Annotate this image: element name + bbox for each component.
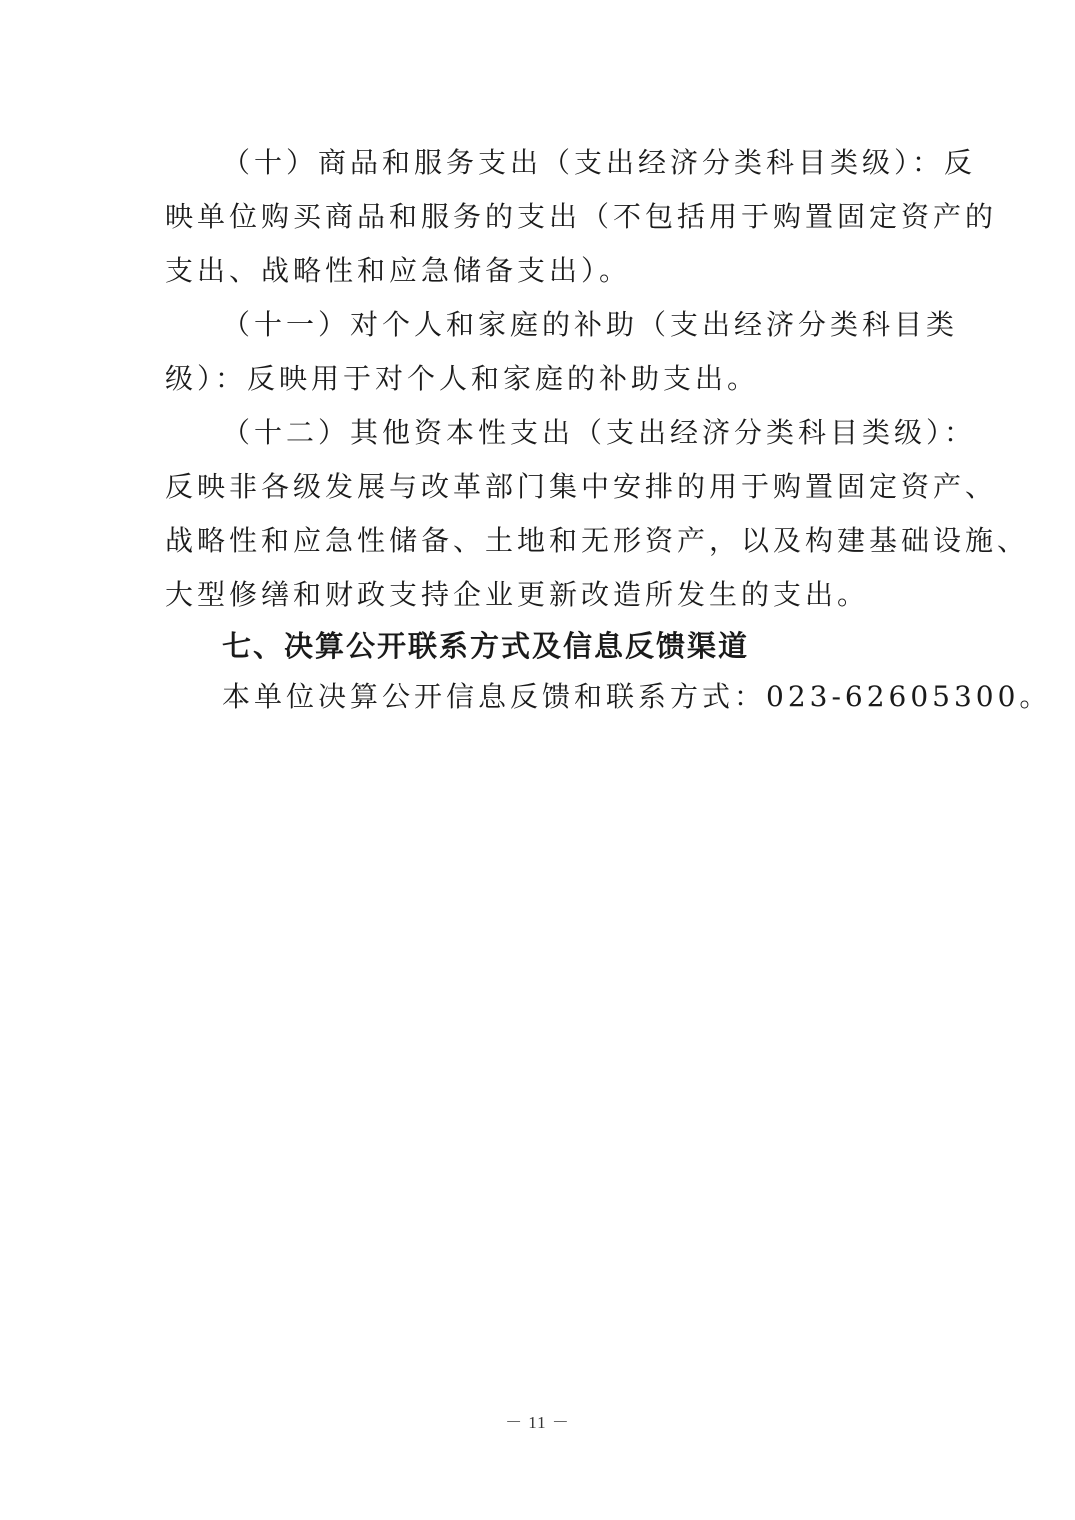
page-number: － 11 － <box>505 1413 570 1432</box>
paragraph-10-line-2: 映单位购买商品和服务的支出（不包括用于购置固定资产的 <box>165 200 998 233</box>
paragraph-12-line-4: 大型修缮和财政支持企业更新改造所发生的支出。 <box>165 578 870 611</box>
paragraph-12-line-1: （十二）其他资本性支出（支出经济分类科目类级）： <box>222 416 977 449</box>
paragraph-11-line-1: （十一）对个人和家庭的补助（支出经济分类科目类 <box>222 308 959 341</box>
section-heading: 七、决算公开联系方式及信息反馈渠道 <box>222 629 750 663</box>
paragraph-10-line-1: （十）商品和服务支出（支出经济分类科目类级）：反 <box>222 146 977 179</box>
paragraph-11-line-2: 级）：反映用于对个人和家庭的补助支出。 <box>165 362 760 395</box>
contact-info: 本单位决算公开信息反馈和联系方式：023-62605300。 <box>222 680 1052 713</box>
paragraph-12-line-3: 战略性和应急性储备、土地和无形资产，以及构建基础设施、 <box>165 524 1030 557</box>
paragraph-10-line-3: 支出、战略性和应急储备支出）。 <box>165 254 632 287</box>
paragraph-12-line-2: 反映非各级发展与改革部门集中安排的用于购置固定资产、 <box>165 470 998 503</box>
